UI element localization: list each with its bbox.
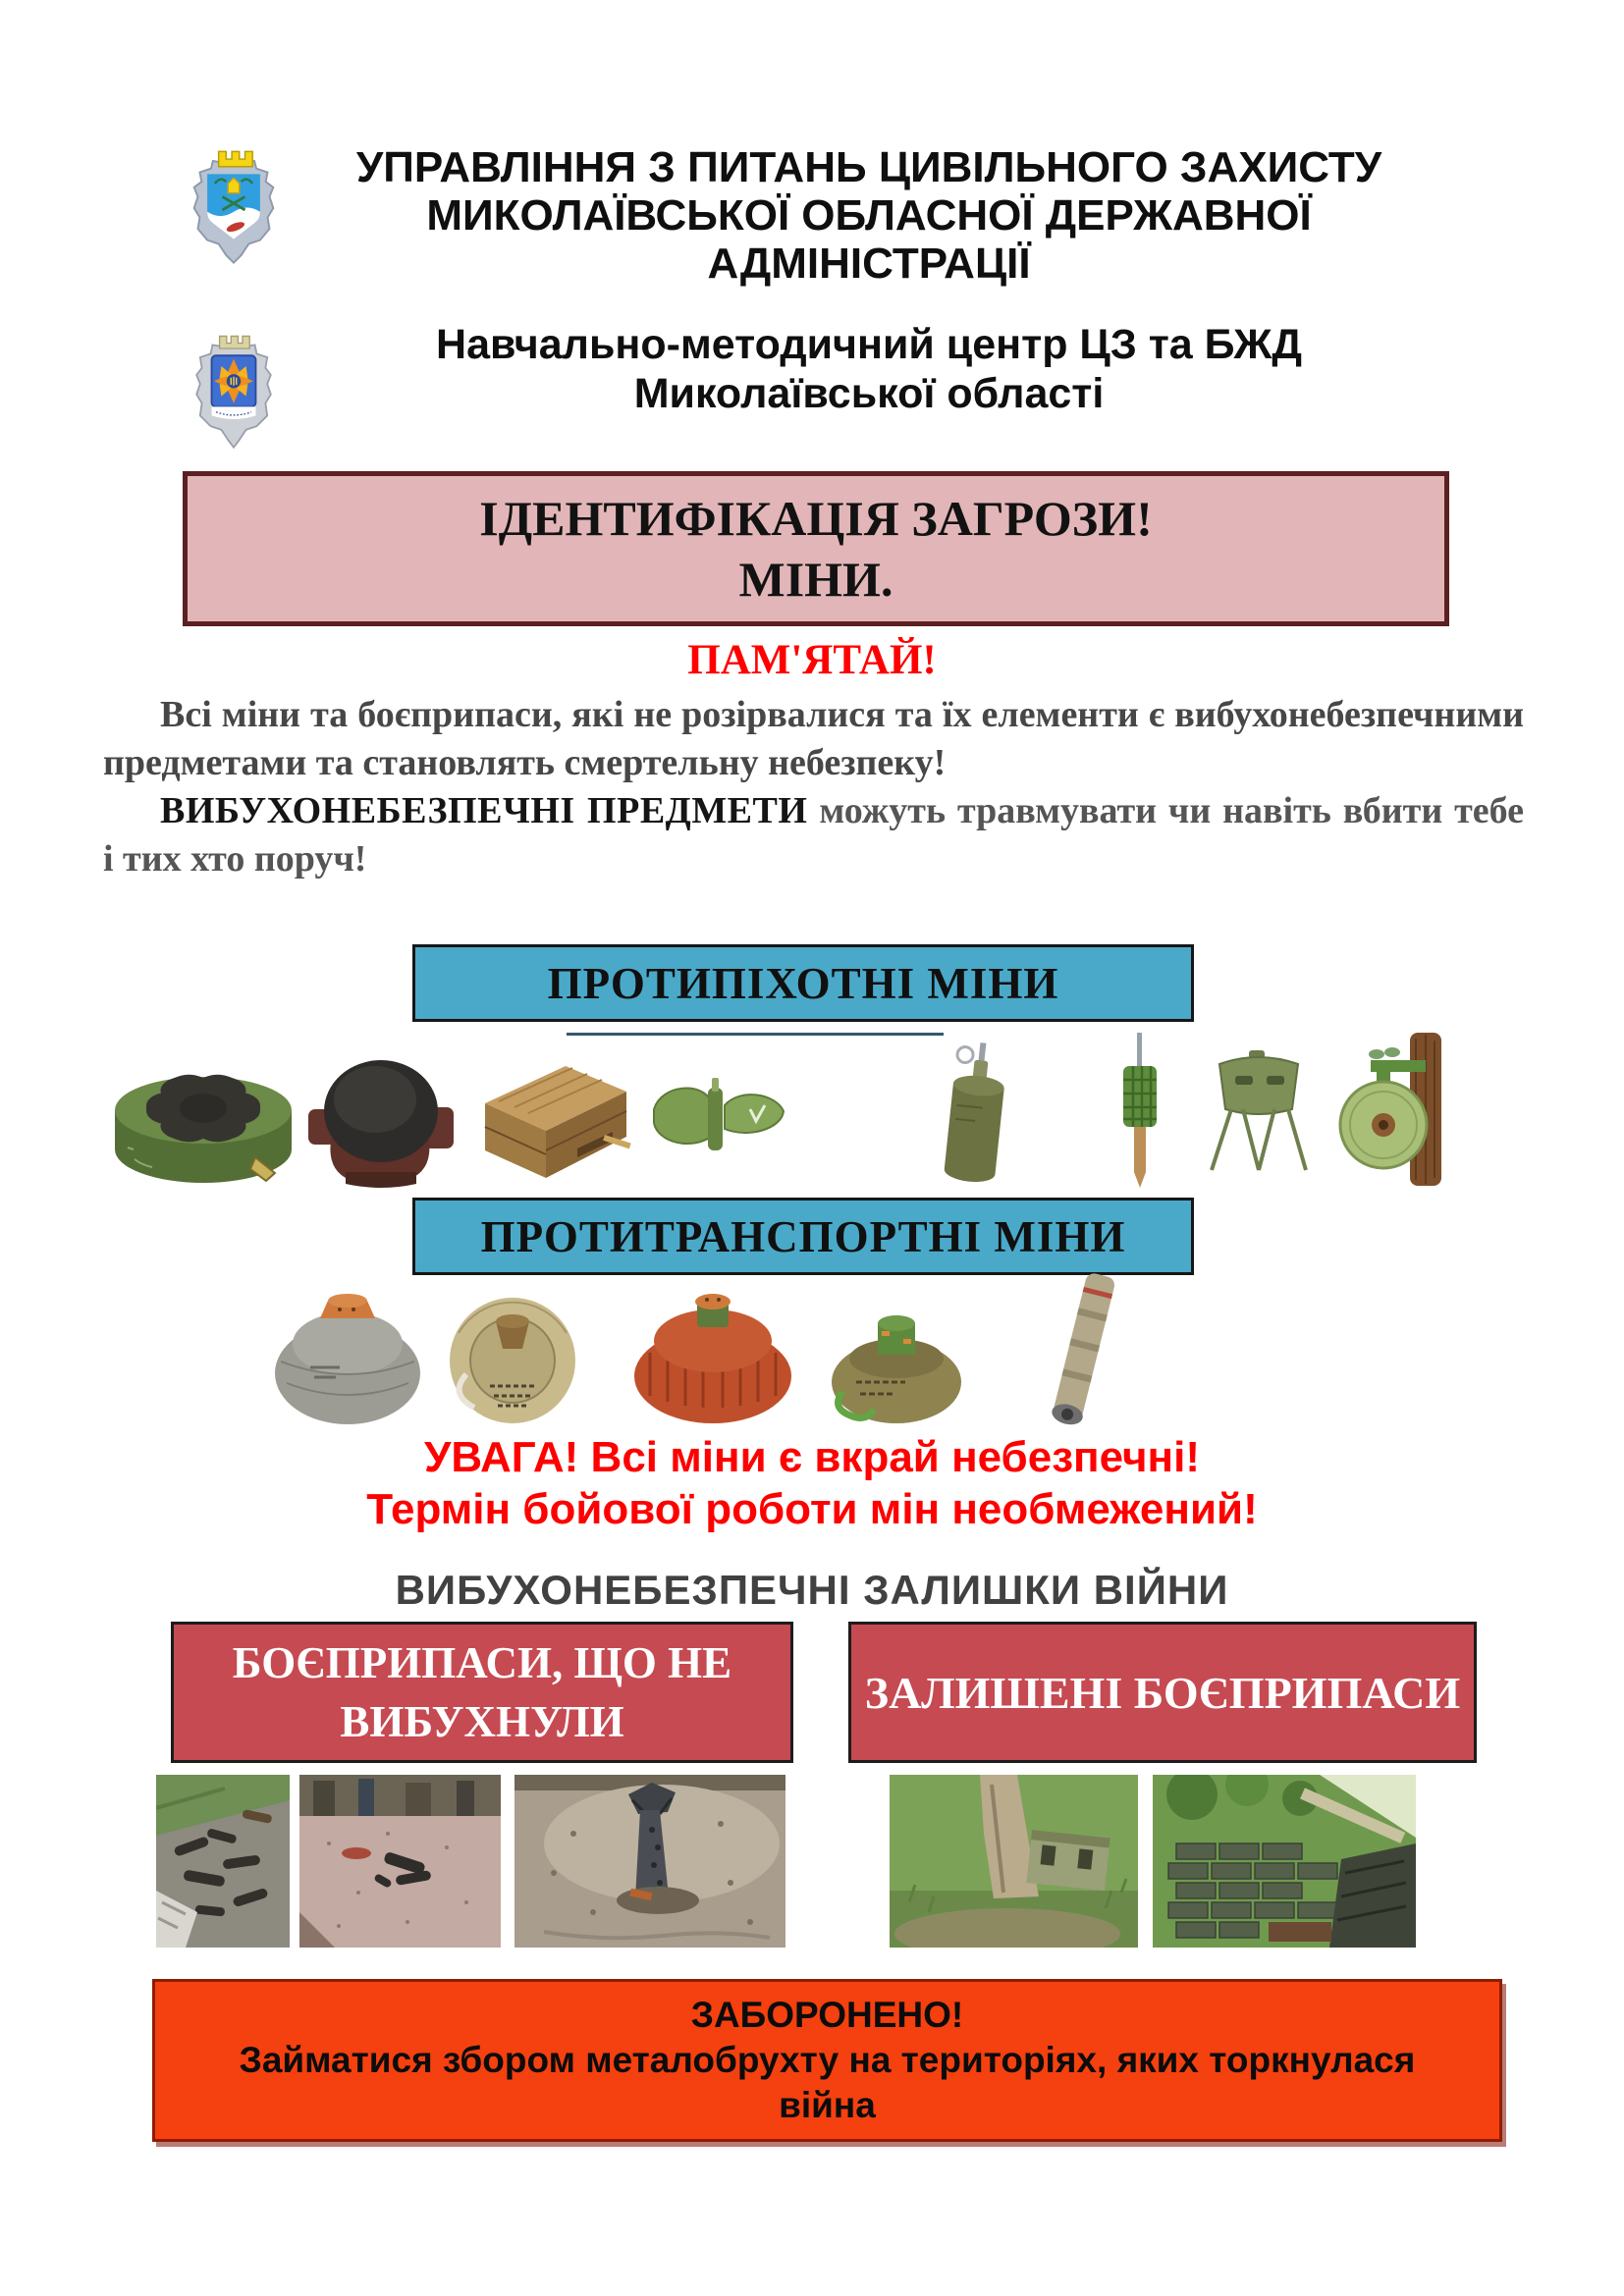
abandoned-ammo-box-photo <box>890 1775 1138 1948</box>
antipersonnel-mines-banner: ПРОТИПІХОТНІ МІНИ <box>412 944 1194 1022</box>
tm72-mine-image <box>827 1288 966 1432</box>
pfm1-butterfly-mine-image <box>646 1072 789 1171</box>
prohibition-banner <box>152 1979 1502 2142</box>
warning-paragraphs <box>103 691 1524 883</box>
disc-mine-on-post-image <box>1337 1031 1450 1193</box>
paragraph-mines-danger: Всі міни та боєприпаси, які не розірвалися та їх елементи є вибухонебезпечними предметами та становлять смертельну небезпеку! <box>103 694 1524 783</box>
remember-title: ПАМ'ЯТАЙ! <box>687 637 937 683</box>
unexploded-ordnance-banner: БОЄПРИПАСИ, ЩО НЕ ВИБУХНУЛИ <box>171 1622 793 1763</box>
remnants-heading: ВИБУХОНЕБЕЗПЕЧНІ ЗАЛИШКИ ВІЙНИ <box>395 1567 1229 1613</box>
mortar-tail-in-ground-photo <box>514 1775 785 1948</box>
ordnance-on-street-photo <box>299 1775 501 1948</box>
divider-line <box>567 1033 944 1036</box>
ozm72-bounding-mine-image <box>931 1039 1021 1191</box>
tube-shaped-mine-image <box>1029 1271 1139 1438</box>
pomz2-stake-mine-image <box>1110 1031 1170 1195</box>
threat-identification-banner: ІДЕНТИФІКАЦІЯ ЗАГРОЗИ! МІНИ. <box>183 471 1449 626</box>
tm62m-metal-mine-image <box>271 1281 424 1431</box>
unexploded-shells-on-ground-photo <box>156 1775 290 1948</box>
tm62b-mine-image <box>439 1284 586 1431</box>
mon50-directional-mine-image <box>1206 1042 1312 1181</box>
org-title: УПРАВЛІННЯ З ПИТАНЬ ЦИВІЛЬНОГО ЗАХИСТУ МИКОЛАЇВСЬКОЇ ОБЛАСНОЇ ДЕРЖАВНОЇ АДМІНІСТРАЦІЇ <box>355 143 1382 288</box>
paragraph-explosive-objects <box>103 787 1524 883</box>
center-title: Навчально-методичний центр ЦЗ та БЖД Миколаївської області <box>436 321 1302 417</box>
pmd6-wooden-box-mine-image <box>460 1052 634 1195</box>
explosive-objects-bold: ВИБУХОНЕБЕЗПЕЧНІ ПРЕДМЕТИ <box>160 790 808 831</box>
antivehicle-mines-banner: ПРОТИТРАНСПОРТНІ МІНИ <box>412 1198 1194 1275</box>
abandoned-ordnance-banner: ЗАЛИШЕНІ БОЄПРИПАСИ <box>848 1622 1477 1763</box>
civil-protection-service-emblem <box>189 332 278 454</box>
explosive-objects-rest: можуть травмувати чи навіть вбити тебе і тих хто поруч! <box>103 790 1524 880</box>
stacked-ammo-crates-photo <box>1153 1775 1416 1948</box>
pmn-blast-mine-image <box>110 1065 301 1196</box>
tm62p-plastic-mine-image <box>628 1276 797 1433</box>
prohibition-title: ЗАБОРОНЕНО! <box>690 1995 964 2035</box>
mykolaiv-oblast-coat-of-arms <box>187 149 281 265</box>
prohibition-text: Займатися збором металобрухту на територіях, яких торкнулася війна <box>239 2040 1416 2125</box>
attention-warning: УВАГА! Всі міни є вкрай небезпечні! Термін бойової роботи мін необмежений! <box>366 1433 1258 1533</box>
pmn4-blast-mine-image <box>306 1052 456 1197</box>
